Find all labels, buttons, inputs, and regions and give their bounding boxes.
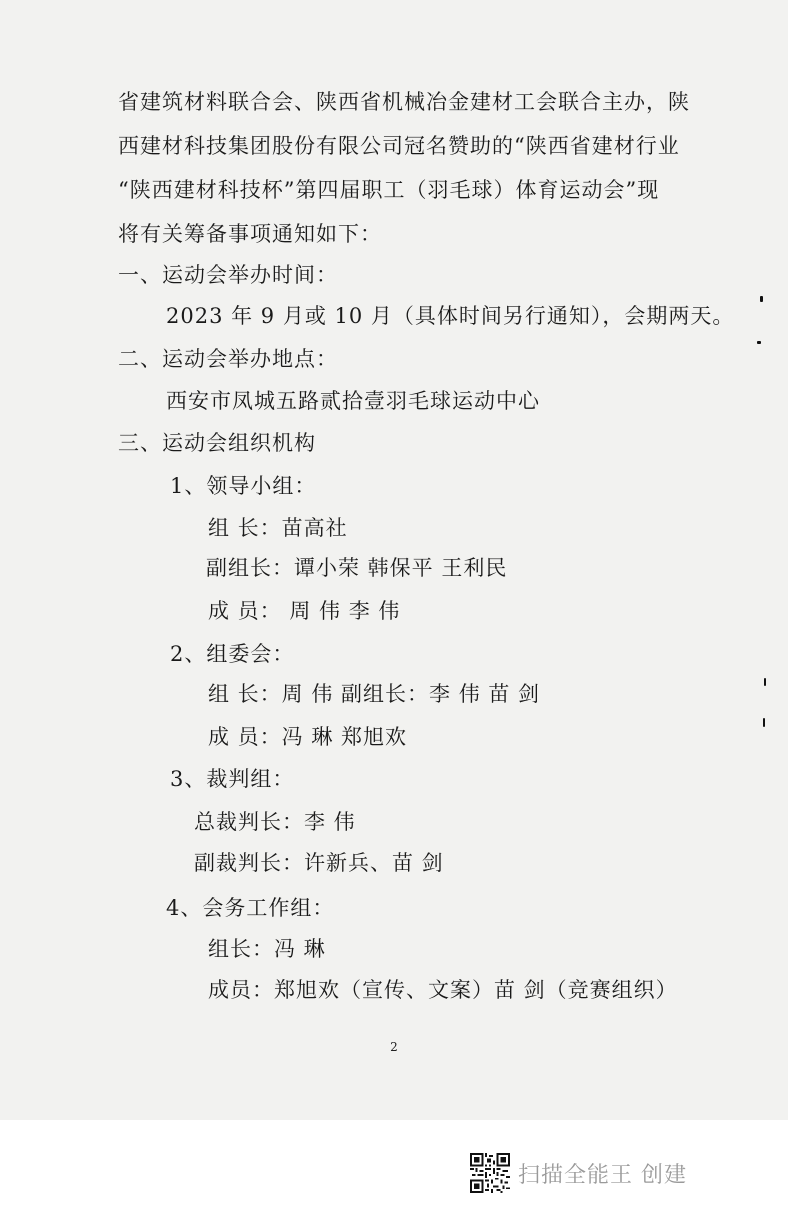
scan-speck <box>763 718 765 727</box>
subsection-heading: 2、组委会： <box>170 642 295 666</box>
section-heading: 三、运动会组织机构 <box>118 431 316 455</box>
qr-code-icon <box>470 1153 510 1193</box>
text-line: 西建材科技集团股份有限公司冠名赞助的“陕西省建材行业 <box>118 134 680 158</box>
text-line: 副裁判长：许新兵、苗 剑 <box>194 851 444 875</box>
subsection-heading: 4、会务工作组： <box>166 896 335 920</box>
subsection-heading: 1、领导小组： <box>170 474 317 498</box>
text-line: “陕西建材科技杯”第四届职工（羽毛球）体育运动会”现 <box>118 178 660 202</box>
scan-speck <box>760 296 763 302</box>
text-line: 西安市凤城五路贰拾壹羽毛球运动中心 <box>166 389 540 413</box>
text-line: 组 长：苗高社 <box>208 516 348 540</box>
text-line: 省建筑材料联合会、陕西省机械冶金建材工会联合主办，陕 <box>118 90 690 114</box>
text-line: 成员：郑旭欢（宣传、文案）苗 剑（竞赛组织） <box>208 978 678 1002</box>
scanner-brand-text: 扫描全能王 创建 <box>518 1162 687 1188</box>
scan-speck <box>764 678 766 686</box>
text-line: 成 员：冯 琳 郑旭欢 <box>208 725 408 749</box>
text-line: 将有关筹备事项通知如下： <box>118 222 382 246</box>
text-line: 组 长：周 伟 副组长：李 伟 苗 剑 <box>208 682 541 706</box>
section-heading: 二、运动会举办地点： <box>118 347 338 371</box>
text-line: 副组长：谭小荣 韩保平 王利民 <box>206 556 508 580</box>
text-line: 组长：冯 琳 <box>208 937 326 961</box>
scan-speck <box>757 341 761 344</box>
text-line: 成 员： 周 伟 李 伟 <box>208 599 401 623</box>
text-line: 总裁判长：李 伟 <box>194 810 356 834</box>
page-number: 2 <box>390 1040 398 1054</box>
scanner-watermark <box>470 1150 687 1196</box>
section-heading: 一、运动会举办时间： <box>118 263 338 287</box>
subsection-heading: 3、裁判组： <box>170 767 295 791</box>
text-line: 2023 年 9 月或 10 月（具体时间另行通知），会期两天。 <box>166 304 735 328</box>
